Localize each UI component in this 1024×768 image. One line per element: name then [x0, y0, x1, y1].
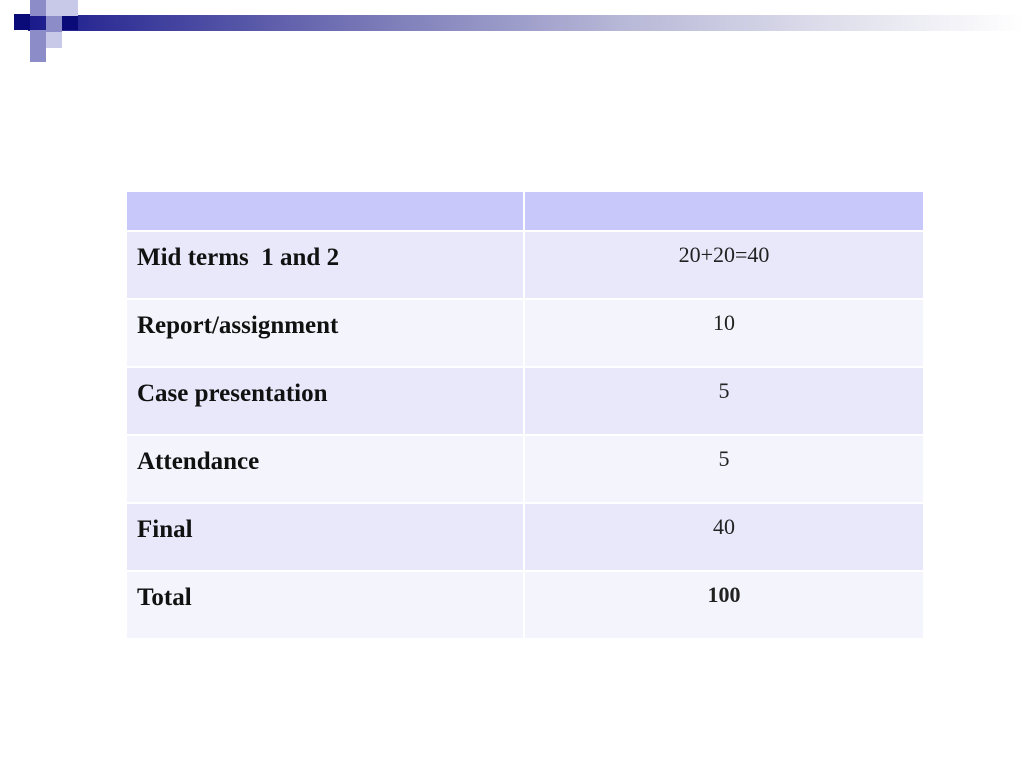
row-value: 10: [713, 310, 735, 335]
table-row: [126, 367, 924, 435]
table-header-cell: [126, 191, 524, 231]
table-row: [126, 231, 924, 299]
row-label: Case presentation: [137, 380, 328, 407]
row-label: Total: [137, 584, 192, 611]
row-value: 5: [718, 378, 730, 403]
row-value: 100: [707, 582, 741, 607]
row-label: Report/assignment: [137, 312, 339, 339]
decor-square: [46, 32, 62, 48]
row-value: 5: [718, 446, 730, 471]
header-gradient-bar: [28, 15, 1024, 31]
decor-square: [46, 0, 62, 16]
decor-square: [62, 0, 78, 16]
table-row: [126, 571, 924, 639]
grade-table-container: [125, 190, 923, 640]
row-value: 40: [713, 514, 735, 539]
table-row: [126, 299, 924, 367]
decor-square: [30, 46, 46, 62]
decor-square: [62, 14, 78, 30]
table-header-cell: [524, 191, 924, 231]
row-label: Final: [137, 516, 193, 543]
table-header-row: [126, 191, 924, 231]
table-row: [126, 503, 924, 571]
row-label: Mid terms 1 and 2: [137, 244, 340, 271]
table-row: [126, 435, 924, 503]
decor-square: [30, 0, 46, 16]
decor-square: [46, 16, 62, 32]
grade-distribution-table: [125, 190, 925, 640]
row-label: Attendance: [137, 448, 260, 475]
decor-square: [14, 14, 30, 30]
decor-square: [30, 30, 46, 46]
row-value: 20+20=40: [678, 242, 770, 267]
